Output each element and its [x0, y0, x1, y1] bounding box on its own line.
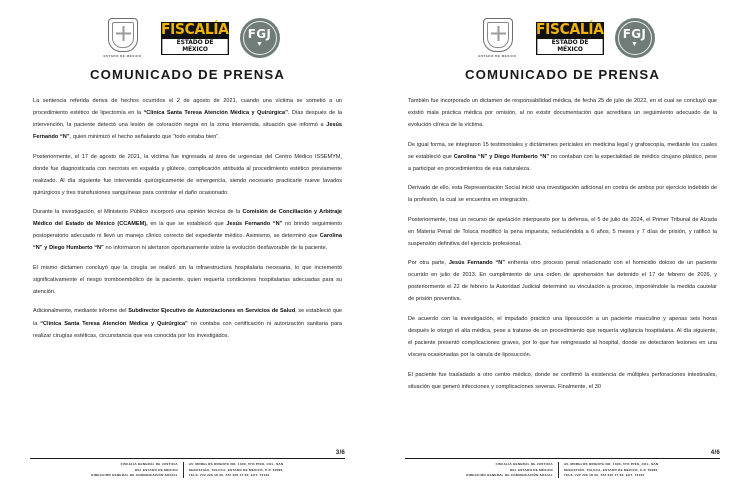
escudo-shield-glyph — [108, 18, 138, 52]
fgj-seal-icon — [240, 18, 280, 58]
footer-divider — [405, 449, 720, 459]
footer-line: DEL ESTADO DE MÉXICO — [134, 467, 178, 472]
fiscalia-subtitle: ESTADO DE MÉXICO — [162, 39, 227, 55]
body-paragraph: Adicionalmente, mediante informe del Subdirector Ejecutivo de Autorizaciones en Servicios de Salud, se estableció que la “Clínica Santa Teresa Atención Médica y Quirúrgica” no contaba con certificación ni autorización sanitaria para realizar cirugías estéticas, circunstancia que era conocida por los investigados. — [33, 308, 343, 339]
page-number: 3/6 — [335, 449, 345, 457]
escudo-caption: ESTADO DE MÉXICO — [103, 54, 142, 59]
footer-line: DEL ESTADO DE MÉXICO — [509, 467, 553, 472]
body-text-right — [375, 82, 750, 485]
escudo-caption: ESTADO DE MÉXICO — [478, 54, 517, 59]
logo-row — [0, 0, 375, 62]
page-number: 4/6 — [710, 449, 720, 457]
body-text-left — [0, 82, 375, 485]
fgj-wordmark: FGJ — [622, 27, 647, 41]
footer-line: SEBASTIÁN, TOLUCA, ESTADO DE MÉXICO, C.P. 50090, — [188, 467, 284, 472]
body-paragraph: Posteriormente, el 17 de agosto de 2021, la víctima fue ingresada al área de urgencias del Centro Médico ISSEMYM, donde fue diagnosticada con necrosis en espalda y glúteos, complicación atribuida al procedimiento estético previamente realizado. Al día siguiente fue intervenida quirúrgicamente de emergencia, siendo necesario practicarle nueve lavados quirúrgicos y tres transfusiones sanguíneas para controlar el daño ocasionado. — [33, 153, 342, 196]
eagle-icon: ▼ — [631, 41, 638, 48]
body-paragraph: El paciente fue trasladado a otro centro médico, donde se confirmó la existencia de múltiples perforaciones intestinales, situación que generó infecciones y complicaciones severas. Finalmente, el 30 — [408, 371, 717, 390]
document-page-right — [375, 0, 750, 485]
page-footer-right — [375, 449, 750, 478]
page-title: COMUNICADO DE PRENSA — [90, 67, 285, 82]
footer-line: TELS. 722 226 18 00, 722 226 17 00, EXT. 73133 — [188, 472, 270, 477]
footer-address-block — [559, 462, 659, 478]
escudo-estado-de-mexico-icon — [471, 18, 525, 59]
body-paragraph: De acuerdo con la investigación, el imputado practicó una liposucción a un paciente masculino y apenas seis horas después le otorgó el alta médica, pese a tratarse de un procedimiento que requería vigilancia hospitalaria. Al día siguiente, el paciente presentó complicaciones graves, por lo que fue reingresado al hospital, donde se detectaron lesiones en una víscera ocasionadas por la cánula de liposucción. — [408, 315, 717, 359]
footer-line: AV. MORELOS ORIENTE NO. 1300, 5TO PISO, COL. SAN — [188, 462, 284, 467]
eagle-icon: ▼ — [256, 41, 263, 48]
footer-line: FISCALÍA GENERAL DE JUSTICIA — [120, 462, 178, 467]
fiscalia-wordmark: FISCALÍA — [160, 20, 229, 38]
footer-line: AV. MORELOS ORIENTE NO. 1300, 5TO PISO, COL. SAN — [563, 462, 659, 467]
body-paragraph: Durante la investigación, el Ministerio Público incorporó una opinión técnica de la Comisión de Conciliación y Arbitraje Médico del Estado de México (CCAMEM), en la que se estableció que Jesús Fernando “N” no brindó seguimiento postoperatorio adecuado ni llevó un manejo clínico correcto del expediente médico. Asimismo, se determinó que Carolina “N” y Diego Humberto “N” no informaron ni alertaron oportunamente sobre la evolución desfavorable de la paciente. — [33, 209, 342, 252]
fiscalia-logo-icon — [161, 22, 229, 55]
fiscalia-subtitle: ESTADO DE MÉXICO — [537, 39, 602, 55]
body-paragraph: También fue incorporado un dictamen de responsabilidad médica, de fecha 25 de julio de 2022, en el cual se concluyó que existió mala práctica médica por omisión, al no existir documentación que acreditara un seguimiento adecuado de la evolución clínica de la víctima. — [408, 98, 717, 129]
body-paragraph: La sentencia referida deriva de hechos ocurridos el 2 de agosto de 2021, cuando una víctima se sometió a un procedimiento estético de lipectomía en la “Clínica Santa Teresa Atención Médica y Quirúrgica”. Días después de la intervención, la paciente detectó una lesión de coloración negra en la zona intervenida, situación que informó a Jesús Fernando “N”, quien minimizó el hecho señalando que “todo estaba bien”. — [33, 98, 342, 141]
footer-line: FISCALÍA GENERAL DE JUSTICIA — [495, 462, 553, 467]
body-paragraph: Derivado de ello, esta Representación Social inició una investigación adicional en contra de ambos por ejercicio indebido de la profesión, la cual se encuentra en integración. — [408, 185, 717, 204]
page-footer-left — [0, 449, 375, 478]
footer-institution-block — [466, 462, 559, 478]
escudo-estado-de-mexico-icon — [96, 18, 150, 59]
page-title: COMUNICADO DE PRENSA — [465, 67, 660, 82]
footer-line: SEBASTIÁN, TOLUCA, ESTADO DE MÉXICO, C.P. 50090, — [563, 467, 659, 472]
footer-institution-block — [91, 462, 184, 478]
footer-line: TELS. 722 226 18 00, 722 226 17 00, EXT. 73133 — [563, 472, 645, 477]
fgj-wordmark: FGJ — [247, 27, 272, 41]
logo-row — [375, 0, 750, 62]
footer-address-block — [184, 462, 284, 478]
footer-divider — [30, 449, 345, 459]
body-paragraph: Posteriormente, tras un recurso de apelación interpuesto por la defensa, el 5 de julio de 2024, el Primer Tribunal de Alzada en Materia Penal de Toluca modificó la pena impuesta, reduciéndola a 6 años, 5 meses y 7 días de prisión, y ratificó la suspensión definitiva del ejercicio profesional. — [408, 216, 717, 247]
footer-line: DIRECCIÓN GENERAL DE COMUNICACIÓN SOCIAL — [91, 472, 178, 477]
body-paragraph: De igual forma, se integraron 15 testimoniales y dictámenes periciales en medicina legal y grafoscopía, mediante los cuales se estableció que Carolina “N” y Diego Humberto “N” no contaban con la especialidad de médico cirujano plástico, pese a participar en procedimientos de esa naturaleza. — [408, 141, 717, 172]
body-paragraph: El mismo dictamen concluyó que la cirugía se realizó sin la infraestructura hospitalaria necesaria, lo que incrementó significativamente el riesgo tromboembólico de la paciente, quien requería condiciones hospitalarias adecuadas para su atención. — [33, 264, 342, 295]
fiscalia-wordmark: FISCALÍA — [535, 20, 604, 38]
body-paragraph: Por otra parte, Jesús Fernando “N” enfrenta otro proceso penal relacionado con el homicidio doloso de un paciente ocurrido en julio de 2013. En cumplimiento de una orden de aprehensión fue detenido el 17 de febrero de 2026, y posteriormente el 22 de febrero la Autoridad Judicial determinó su vinculación a proceso, imponiéndole la medida cautelar de prisión preventiva. — [408, 260, 717, 303]
footer-line: DIRECCIÓN GENERAL DE COMUNICACIÓN SOCIAL — [466, 472, 553, 477]
fgj-seal-icon — [615, 18, 655, 58]
escudo-shield-glyph — [483, 18, 513, 52]
fiscalia-logo-icon — [536, 22, 604, 55]
